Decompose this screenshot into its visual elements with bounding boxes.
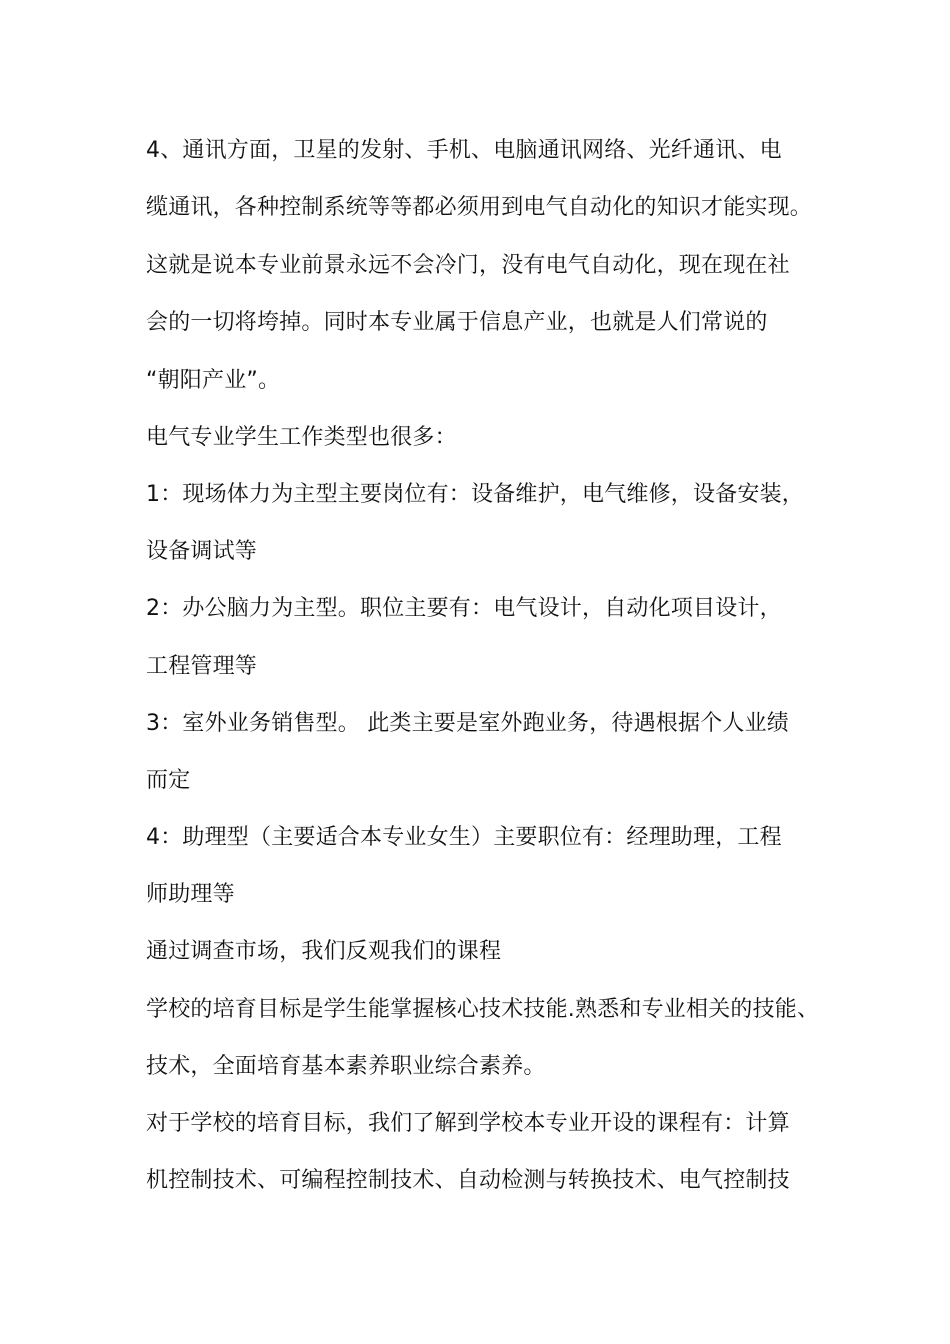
list-item-continuation: 工程管理等 [146,654,258,679]
text-line: 4、通讯方面，卫星的发射、手机、电脑通讯网络、光纤通讯、电 [146,138,782,163]
text-line: 缆通讯，各种控制系统等等都必须用到电气自动化的知识才能实现。 [146,195,813,220]
list-item: 2：办公脑力为主型。职位主要有：电气设计，自动化项目设计， [146,596,782,621]
list-item-continuation: 师助理等 [146,882,235,907]
text-line: 这就是说本专业前景永远不会冷门，没有电气自动化，现在现在社 [146,253,790,278]
list-item: 1：现场体力为主型主要岗位有：设备维护，电气维修，设备安装， [146,482,804,507]
text-line: 会的一切将垮掉。同时本专业属于信息产业，也就是人们常说的 [146,310,768,335]
list-item-continuation: 设备调试等 [146,539,258,564]
text-line: 机控制技术、可编程控制技术、自动检测与转换技术、电气控制技 [146,1168,790,1193]
list-item: 4：助理型（主要适合本专业女生）主要职位有：经理助理，工程 [146,825,782,850]
list-item: 3：室外业务销售型。 此类主要是室外跑业务，待遇根据个人业绩 [146,711,789,736]
list-item-continuation: 而定 [146,768,191,793]
text-line: “朝阳产业”。 [146,368,281,393]
text-line: 学校的培育目标是学生能掌握核心技术技能.熟悉和专业相关的技能、 [146,997,820,1022]
text-line: 通过调查市场，我们反观我们的课程 [146,939,502,964]
text-line: 对于学校的培育目标，我们了解到学校本专业开设的课程有：计算 [146,1111,790,1136]
text-line: 技术，全面培育基本素养职业综合素养。 [146,1054,546,1079]
section-heading: 电气专业学生工作类型也很多： [146,425,457,450]
